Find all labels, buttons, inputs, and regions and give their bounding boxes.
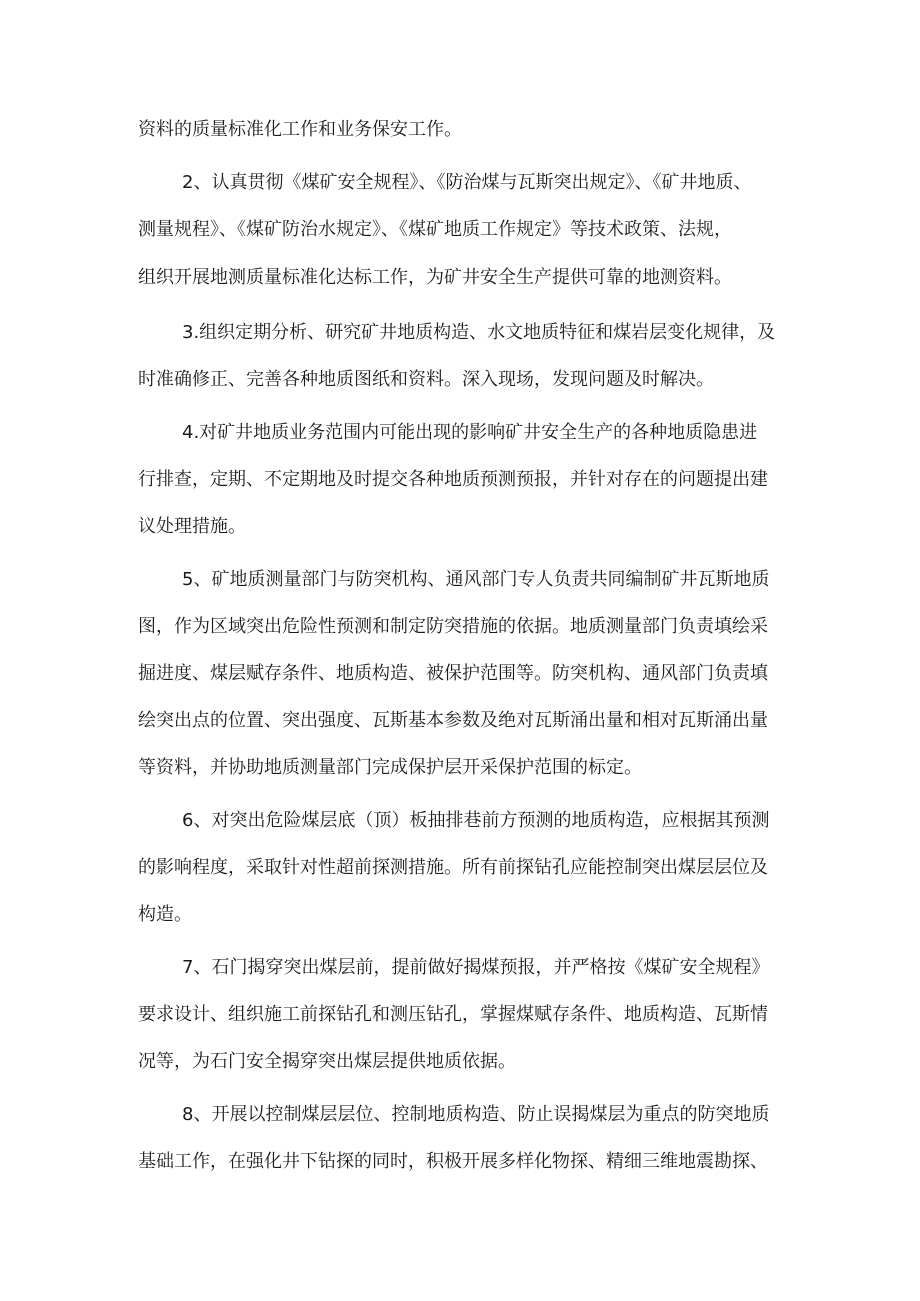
text-line: 绘突出点的位置、突出强度、瓦斯基本参数及绝对瓦斯涌出量和相对瓦斯涌出量 xyxy=(138,710,768,731)
text-line: 况等，为石门安全揭穿突出煤层提供地质依据。 xyxy=(138,1051,516,1072)
text-line: 等资料，并协助地质测量部门完成保护层开采保护范围的标定。 xyxy=(138,757,642,778)
text-line: 3.组织定期分析、研究矿井地质构造、水文地质特征和煤岩层变化规律，及 xyxy=(182,322,776,343)
text-line: 图，作为区域突出危险性预测和制定防突措施的依据。地质测量部门负责填绘采 xyxy=(138,616,768,637)
text-line: 6、对突出危险煤层底（顶）板抽排巷前方预测的地质构造，应根据其预测 xyxy=(182,810,770,831)
text-line: 议处理措施。 xyxy=(138,516,246,537)
text-line: 构造。 xyxy=(138,904,192,925)
text-line: 掘进度、煤层赋存条件、地质构造、被保护范围等。防突机构、通风部门负责填 xyxy=(138,663,768,684)
text-line: 测量规程》、《煤矿防治水规定》、《煤矿地质工作规定》等技术政策、法规， xyxy=(138,219,732,240)
text-line: 行排查，定期、不定期地及时提交各种地质预测预报，并针对存在的问题提出建 xyxy=(138,469,768,490)
text-line: 时准确修正、完善各种地质图纸和资料。深入现场，发现问题及时解决。 xyxy=(138,369,714,390)
text-line: 资料的质量标准化工作和业务保安工作。 xyxy=(138,119,462,140)
text-line: 的影响程度，采取针对性超前探测措施。所有前探钻孔应能控制突出煤层层位及 xyxy=(138,857,768,878)
text-line: 组织开展地测质量标准化达标工作，为矿井安全生产提供可靠的地测资料。 xyxy=(138,267,732,288)
text-line: 8、开展以控制煤层层位、控制地质构造、防止误揭煤层为重点的防突地质 xyxy=(182,1104,770,1125)
text-line: 要求设计、组织施工前探钻孔和测压钻孔，掌握煤赋存条件、地质构造、瓦斯情 xyxy=(138,1004,768,1025)
text-line: 7、石门揭穿突出煤层前，提前做好揭煤预报，并严格按《煤矿安全规程》 xyxy=(182,957,770,978)
text-line: 5、矿地质测量部门与防突机构、通风部门专人负责共同编制矿井瓦斯地质 xyxy=(182,569,770,590)
text-line: 基础工作，在强化井下钻探的同时，积极开展多样化物探、精细三维地震勘探、 xyxy=(138,1151,768,1172)
text-line: 4.对矿井地质业务范围内可能出现的影响矿井安全生产的各种地质隐患进 xyxy=(182,422,758,443)
text-line: 2、认真贯彻《煤矿安全规程》、《防治煤与瓦斯突出规定》、《矿井地质、 xyxy=(182,172,752,193)
